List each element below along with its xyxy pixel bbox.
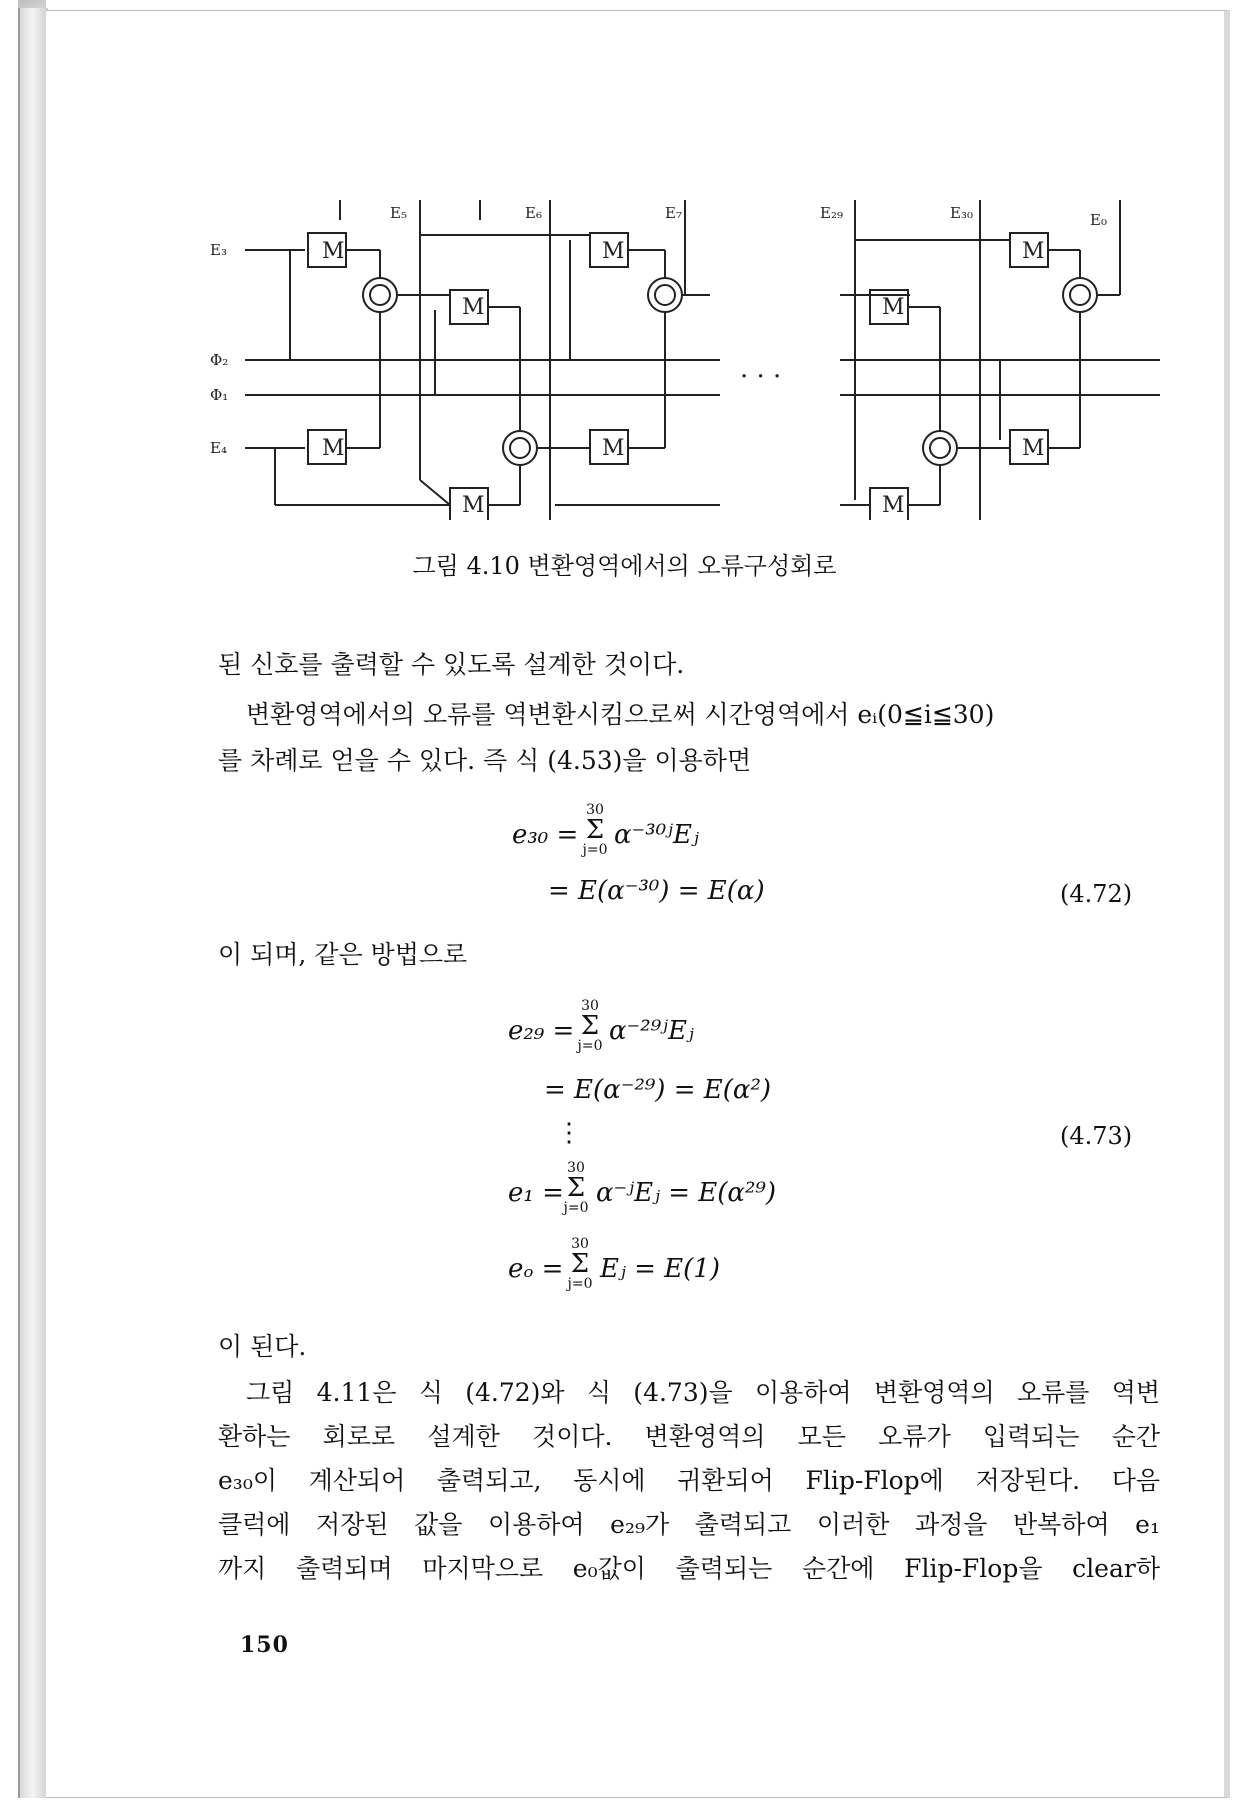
sum-lower: j=0 bbox=[567, 1276, 593, 1292]
para2-line-1: 그림 4.11은 식 (4.72)와 식 (4.73)을 이용하여 변환영역의 오류를 역변 bbox=[246, 1378, 1160, 1407]
eq473-rhs1: = E(α⁻²⁹) = E(α²) bbox=[544, 1075, 772, 1105]
label-e3: E₃ bbox=[210, 241, 227, 259]
eq472-lhs: e₃₀ = bbox=[512, 820, 579, 850]
page-number: 150 bbox=[240, 1632, 289, 1658]
m-block: M bbox=[322, 436, 345, 461]
figure-caption: 그림 4.10 변환영역에서의 오류구성회로 bbox=[412, 552, 837, 580]
m-block: M bbox=[462, 493, 485, 518]
m-block: M bbox=[1022, 239, 1045, 264]
sigma-symbol: Σ bbox=[570, 1249, 590, 1279]
label-e0: E₀ bbox=[1090, 211, 1107, 229]
sum-upper: 30 bbox=[586, 802, 604, 818]
sum-lower: j=0 bbox=[577, 1038, 603, 1054]
eq472-term: α⁻³⁰ʲEⱼ bbox=[614, 820, 699, 850]
sum-upper: 30 bbox=[571, 1236, 589, 1252]
sigma-symbol: Σ bbox=[566, 1173, 586, 1203]
label-e29: E₂₉ bbox=[820, 204, 843, 222]
label-phi1: Φ₁ bbox=[210, 386, 229, 404]
label-e6: E₆ bbox=[525, 204, 542, 222]
body-line-1: 된 신호를 출력할 수 있도록 설계한 것이다. bbox=[218, 650, 685, 679]
eq473-lhs2: e₁ = bbox=[508, 1178, 564, 1208]
label-e4: E₄ bbox=[210, 439, 227, 457]
m-block: M bbox=[1022, 436, 1045, 461]
eq-number-473: (4.73) bbox=[1060, 1122, 1133, 1150]
sigma-symbol: Σ bbox=[580, 1011, 600, 1041]
sum-upper: 30 bbox=[581, 998, 599, 1014]
m-block: M bbox=[882, 493, 905, 518]
book-spine bbox=[18, 8, 48, 1798]
eq472-rhs: = E(α⁻³⁰) = E(α) bbox=[548, 876, 765, 906]
body-line-5: 이 된다. bbox=[218, 1332, 307, 1361]
eq473-term3: Eⱼ = E(1) bbox=[600, 1254, 720, 1284]
m-block: M bbox=[322, 239, 345, 264]
para2-line-2: 환하는 회로로 설계한 것이다. 변환영역의 모든 오류가 입력되는 순간 bbox=[218, 1422, 1160, 1451]
m-block: M bbox=[882, 295, 905, 320]
sum-lower: j=0 bbox=[563, 1200, 589, 1216]
m-block: M bbox=[462, 295, 485, 320]
body-line-2: 변환영역에서의 오류를 역변환시킴으로써 시간영역에서 eᵢ(0≦i≦30) bbox=[246, 700, 995, 729]
label-e30: E₃₀ bbox=[950, 204, 973, 222]
eq473-term2: α⁻ʲEⱼ = E(α²⁹) bbox=[596, 1178, 776, 1208]
m-block: M bbox=[602, 239, 625, 264]
label-e7: E₇ bbox=[665, 204, 682, 222]
circuit-diagram bbox=[210, 200, 1170, 520]
continuation-dots: · · · bbox=[740, 362, 782, 392]
eq-number-472: (4.72) bbox=[1060, 880, 1133, 908]
label-e5: E₅ bbox=[390, 204, 407, 222]
sum-upper: 30 bbox=[567, 1160, 585, 1176]
label-phi2: Φ₂ bbox=[210, 351, 229, 369]
eq473-lhs3: eₒ = bbox=[508, 1254, 564, 1284]
sum-lower: j=0 bbox=[582, 842, 608, 858]
para2-line-5: 까지 출력되며 마지막으로 e₀값이 출력되는 순간에 Flip-Flop을 clear하 bbox=[218, 1554, 1160, 1583]
eq473-term1: α⁻²⁹ʲEⱼ bbox=[609, 1016, 694, 1046]
m-block: M bbox=[602, 436, 625, 461]
para2-line-3: e₃₀이 계산되어 출력되고, 동시에 귀환되어 Flip-Flop에 저장된다. 다음 bbox=[218, 1466, 1160, 1495]
eq473-dots: ⋮ bbox=[556, 1118, 582, 1148]
sigma-symbol: Σ bbox=[585, 815, 605, 845]
eq473-lhs1: e₂₉ = bbox=[508, 1016, 575, 1046]
body-line-3: 를 차례로 얻을 수 있다. 즉 식 (4.53)을 이용하면 bbox=[218, 746, 752, 775]
body-line-4: 이 되며, 같은 방법으로 bbox=[218, 940, 468, 969]
para2-line-4: 클럭에 저장된 값을 이용하여 e₂₉가 출력되고 이러한 과정을 반복하여 e₁ bbox=[218, 1510, 1160, 1539]
